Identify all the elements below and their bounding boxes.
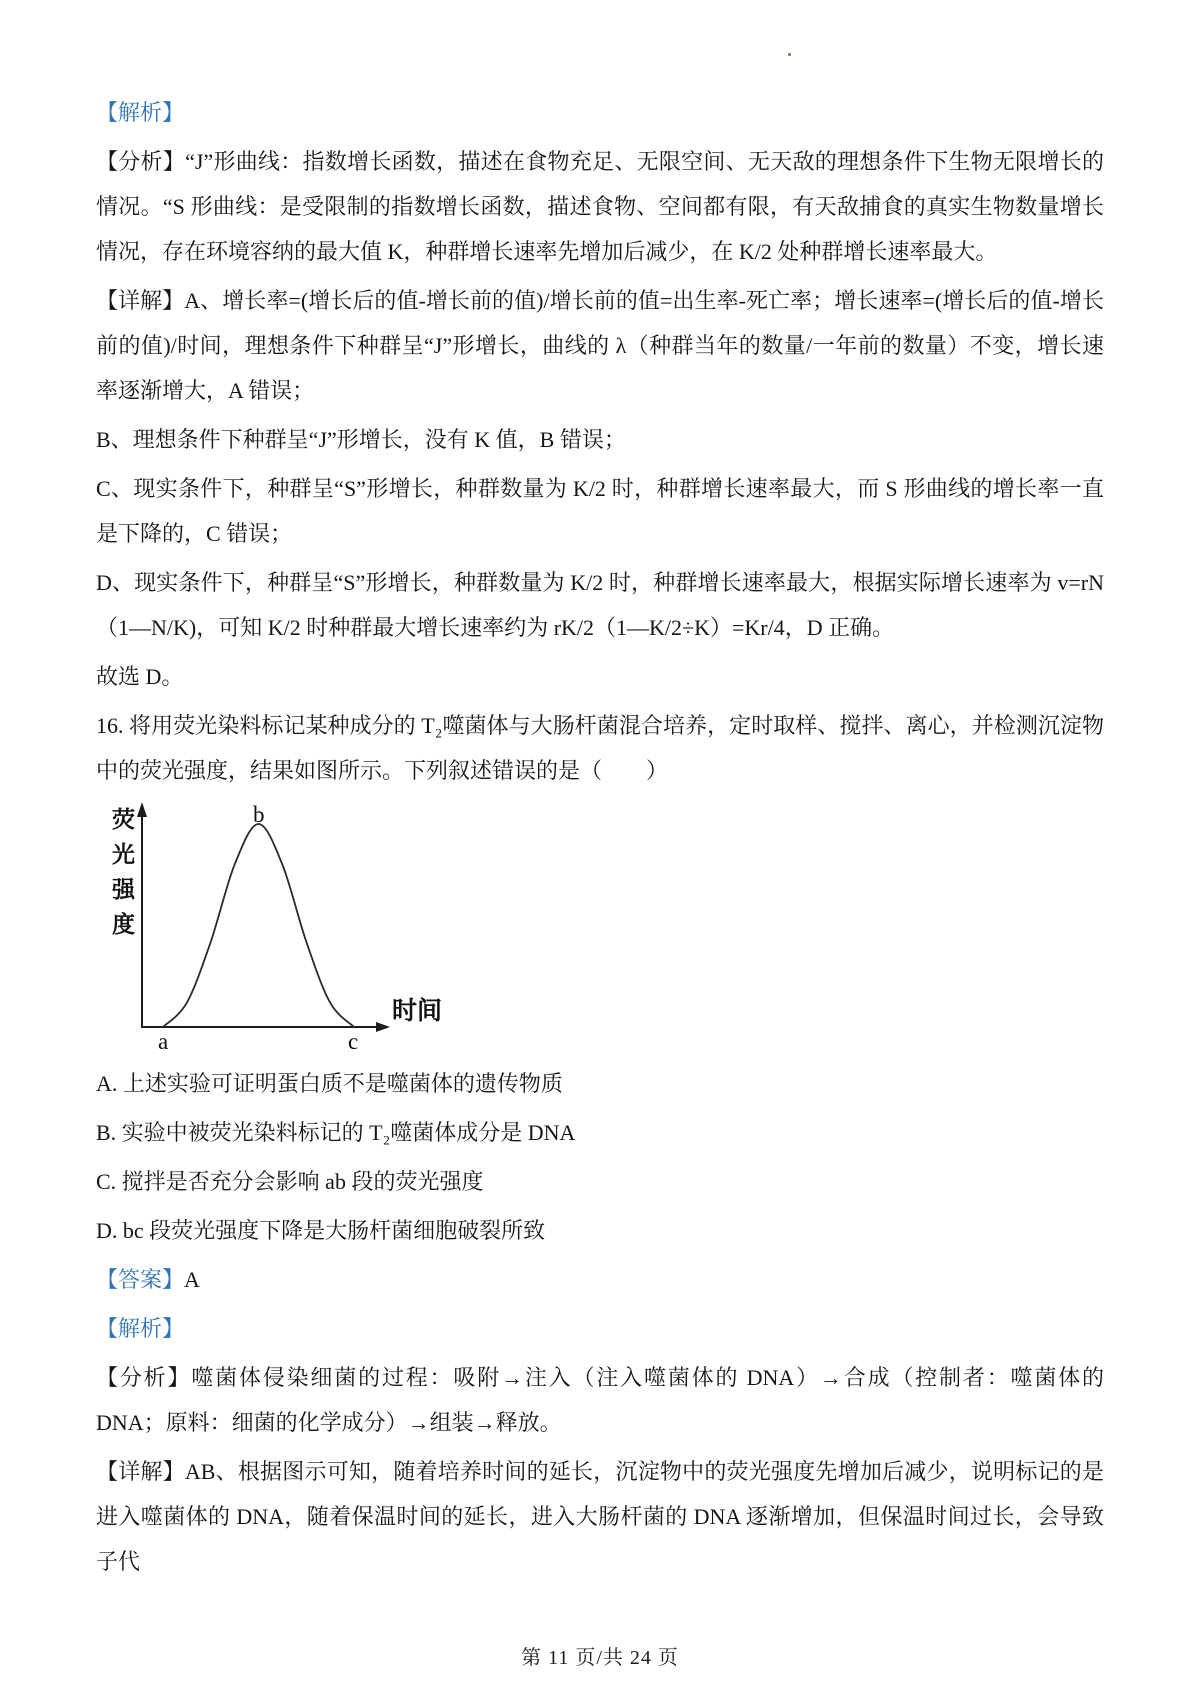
point-label-b: b <box>253 802 265 827</box>
fenxi-label: 【分析】 <box>96 149 186 174</box>
q16-fenxi-paragraph <box>96 1355 1104 1445</box>
conclusion-text: 故选 D。 <box>96 664 184 689</box>
jiexi-label-2: 【解析】 <box>96 1316 185 1341</box>
fenxi-text-2: 噬菌体侵染细菌的过程：吸附→注入（注入噬菌体的 DNA）→合成（控制者：噬菌体的 DNA；原料：细菌的化学成分）→组装→释放。 <box>96 1365 1104 1435</box>
page-number-footer: 第 11 页/共 24 页 <box>521 1647 679 1669</box>
q15-xiangjie-option-a <box>96 278 1104 413</box>
xiangjie-b-text: B、理想条件下种群呈“J”形增长，没有 K 值，B 错误； <box>96 427 626 452</box>
fluorescence-time-chart <box>96 797 456 1055</box>
option-b-text: B. 实验中被荧光染料标记的 T₂噬菌体成分是 DNA <box>96 1120 576 1145</box>
xiangjie-label: 【详解】 <box>96 288 185 313</box>
scan-speck <box>788 53 791 56</box>
xiangjie-d-text: D、现实条件下，种群呈“S”形增长，种群数量为 K/2 时，种群增长速率最大，根据实际增长速率为 v=rN（1—N/K)，可知 K/2 时种群最大增长速率约为 rK/2（1—K/2÷K）=Kr/4，D 正确。 <box>96 570 1104 640</box>
q15-xiangjie-option-c <box>96 466 1104 556</box>
fenxi-text: “J”形曲线：指数增长函数，描述在食物充足、无限空间、无天敌的理想条件下生物无限增长的情况。“S 形曲线：是受限制的指数增长函数，描述食物、空间都有限，有天敌捕食的真实生物数量增长情况，存在环境容纳的最大值 K，种群增长速率先增加后减少，在 K/2 处种群增长速率最大。 <box>96 149 1104 264</box>
answer-label: 【答案】 <box>96 1267 185 1292</box>
q16-figure <box>96 797 456 1055</box>
q16-option-c <box>96 1159 1104 1204</box>
xiangjie-a-text: A、增长率=(增长后的值-增长前的值)/增长前的值=出生率-死亡率；增长速率=(增长后的值-增长前的值)/时间，理想条件下种群呈“J”形增长，曲线的 λ（种群当年的数量/一年前的数量）不变，增长速率逐渐增大，A 错误； <box>96 288 1104 403</box>
xiangjie-label-2: 【详解】 <box>96 1459 185 1484</box>
answer-value: A <box>184 1267 200 1292</box>
q15-xiangjie-option-d <box>96 560 1104 650</box>
q15-fenxi-paragraph <box>96 139 1104 274</box>
chart-y-axis-label: 荧光强度 <box>109 807 134 947</box>
x-axis-arrow-icon <box>376 1022 390 1032</box>
chart-x-axis-label: 时间 <box>392 998 443 1025</box>
jiexi-label: 【解析】 <box>96 100 185 125</box>
fenxi-label-2: 【分析】 <box>96 1365 192 1390</box>
xiangjie-c-text: C、现实条件下，种群呈“S”形增长，种群数量为 K/2 时，种群增长速率最大，而 S 形曲线的增长率一直是下降的，C 错误； <box>96 476 1104 546</box>
option-a-text: A. 上述实验可证明蛋白质不是噬菌体的遗传物质 <box>96 1071 563 1096</box>
q16-jiexi-heading <box>96 1306 1104 1351</box>
q16-option-a <box>96 1061 1104 1106</box>
q16-answer-line <box>96 1257 1104 1302</box>
point-label-c: c <box>348 1029 359 1054</box>
q15-conclusion <box>96 654 1104 699</box>
document-body <box>96 90 1104 1584</box>
q16-stem <box>96 703 1104 793</box>
q16-stem-text: 16. 将用荧光染料标记某种成分的 T₂噬菌体与大肠杆菌混合培养，定时取样、搅拌、离心，并检测沉淀物中的荧光强度，结果如图所示。下列叙述错误的是（ ） <box>96 713 1104 783</box>
q16-option-b <box>96 1110 1104 1155</box>
option-c-text: C. 搅拌是否充分会影响 ab 段的荧光强度 <box>96 1169 484 1194</box>
q15-jiexi-heading <box>96 90 1104 135</box>
q15-xiangjie-option-b <box>96 417 1104 462</box>
point-label-a: a <box>158 1029 169 1054</box>
y-axis-arrow-icon <box>137 802 147 817</box>
option-d-text: D. bc 段荧光强度下降是大肠杆菌细胞破裂所致 <box>96 1218 546 1243</box>
xiangjie-text-2: AB、根据图示可知，随着培养时间的延长，沉淀物中的荧光强度先增加后减少，说明标记的是进入噬菌体的 DNA，随着保温时间的延长，进入大肠杆菌的 DNA 逐渐增加，但保温时间过长，会导致子代 <box>96 1459 1104 1574</box>
q16-xiangjie-paragraph <box>96 1449 1104 1584</box>
q16-option-d <box>96 1208 1104 1253</box>
fluorescence-curve <box>163 824 354 1027</box>
